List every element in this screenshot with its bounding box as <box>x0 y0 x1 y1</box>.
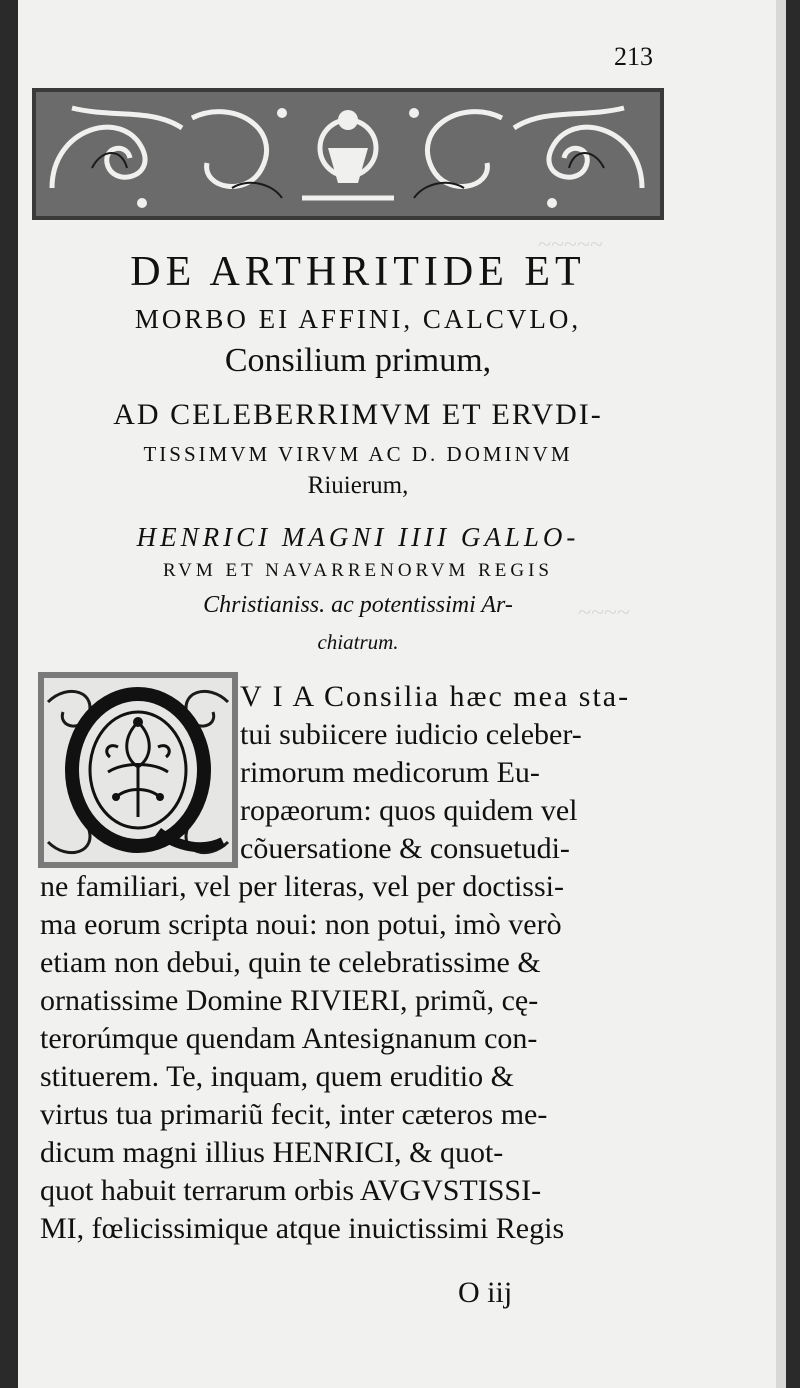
title-line: Riuierum, <box>307 472 409 499</box>
page-edge <box>776 0 786 1388</box>
body-line: stituerem. Te, inquam, quem eruditio & <box>40 1060 514 1093</box>
title-line: Consilium primum, <box>224 342 492 379</box>
body-line: virtus tua primariũ fecit, inter cæteros me- <box>40 1098 548 1131</box>
title-line: HENRICI MAGNI IIII GALLO- <box>136 522 580 552</box>
body-line: terorúmque quendam Antesignanum con- <box>40 1022 538 1055</box>
title-line: TISSIMVM VIRVM AC D. DOMINVM <box>143 442 573 466</box>
body-line: dicum magni illius HENRICI, & quot- <box>40 1136 504 1169</box>
ornamental-headpiece <box>32 88 664 220</box>
body-line: tui subiicere iudicio celeber- <box>240 718 582 751</box>
bleed-through: ~~~~~ <box>538 232 603 258</box>
title-line: AD CELEBERRIMVM ET ERVDI- <box>113 398 603 431</box>
book-page <box>18 0 786 1388</box>
body-line: MI, fœlicissimique atque inuictissimi Regis <box>40 1212 565 1245</box>
title-line: Christianiss. ac potentissimi Ar- <box>203 592 513 618</box>
signature-mark: O iij <box>458 1276 513 1309</box>
body-line: etiam non debui, quin te celebratissime & <box>40 946 541 979</box>
decorated-initial-q <box>38 672 238 868</box>
title-line: RVM ET NAVARRENORVM REGIS <box>163 560 553 581</box>
body-line: V I A Consilia hæc mea sta- <box>240 680 631 713</box>
title-line: chiatrum. <box>317 630 399 654</box>
body-line: ne familiari, vel per literas, vel per doctissi- <box>40 870 564 903</box>
title-line: DE ARTHRITIDE ET <box>130 249 586 295</box>
title-line: MORBO EI AFFINI, CALCVLO, <box>134 304 582 334</box>
body-line: cõuersatione & consuetudi- <box>240 832 570 865</box>
body-line: ornatissime Domine RIVIERI, primũ, cę- <box>40 984 539 1017</box>
body-line: quot habuit terrarum orbis AVGVSTISSI- <box>40 1174 542 1207</box>
bleed-through: ~~~~ <box>578 600 630 626</box>
body-line: ma eorum scripta noui: non potui, imò verò <box>40 908 562 941</box>
body-line: rimorum medicorum Eu- <box>240 756 540 789</box>
page-number: 213 <box>614 42 653 71</box>
body-line: ropæorum: quos quidem vel <box>240 794 578 827</box>
